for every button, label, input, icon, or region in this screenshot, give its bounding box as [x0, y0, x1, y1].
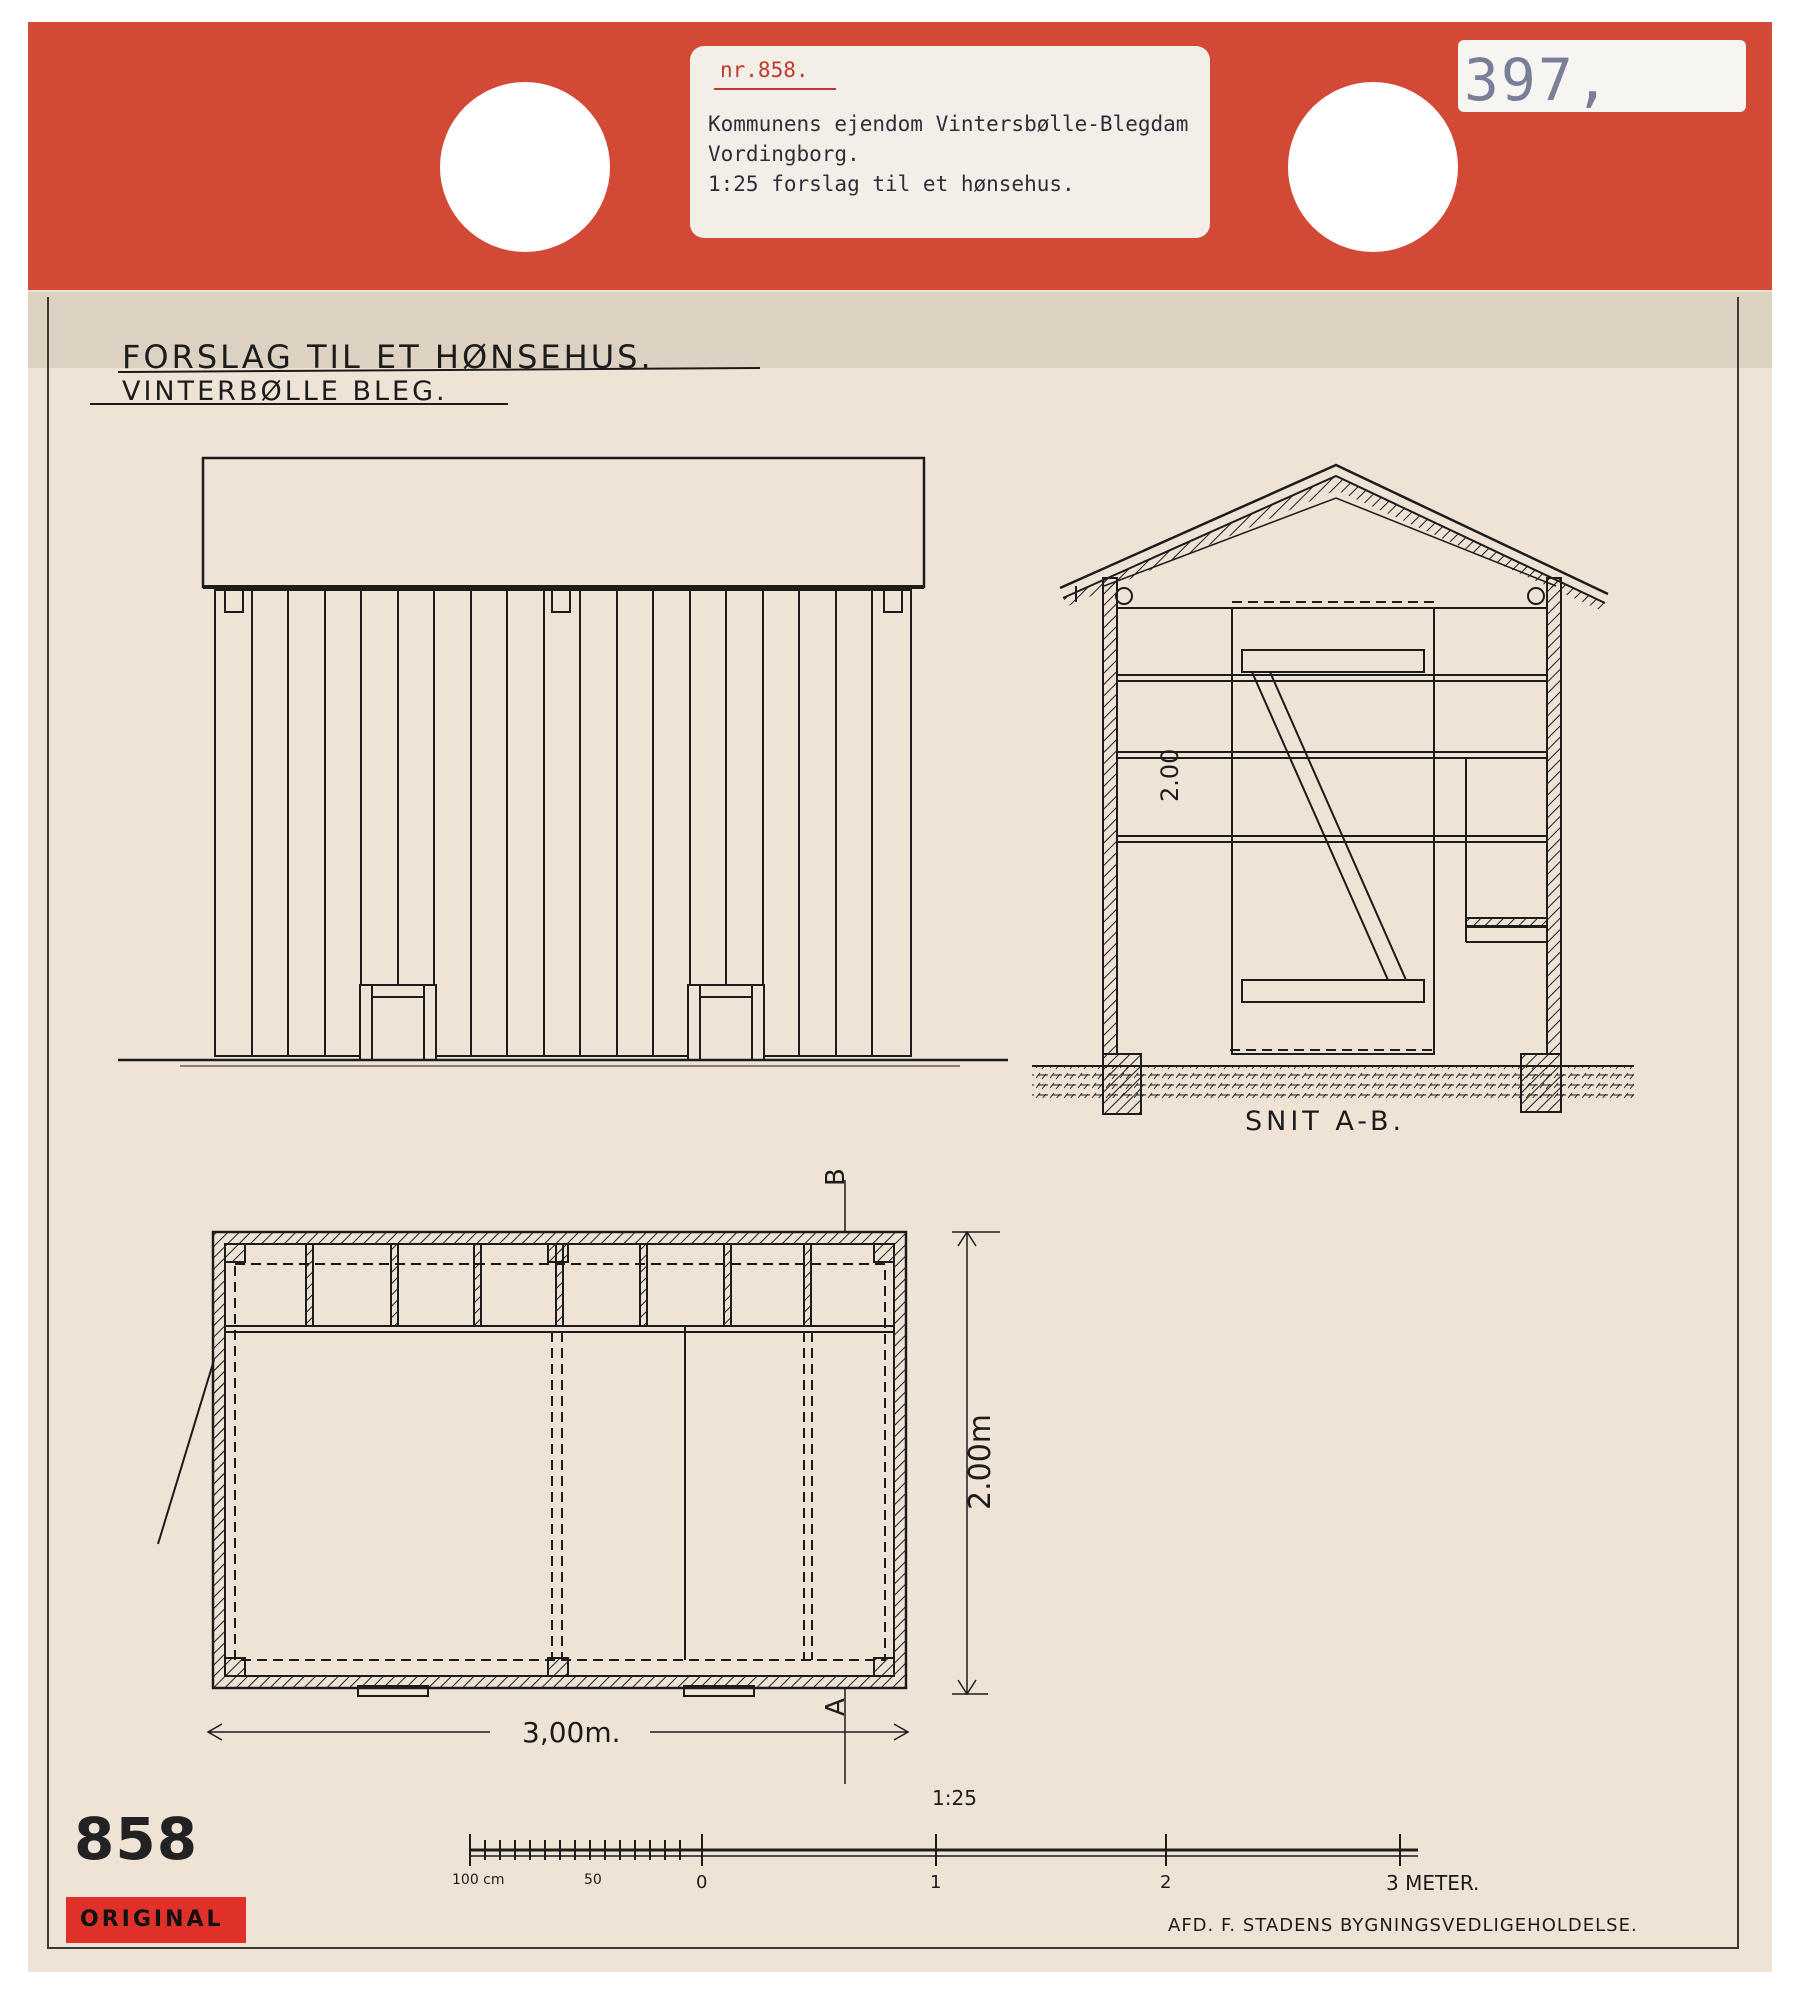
scale-bar — [470, 1834, 1418, 1866]
elevation-roof — [203, 458, 924, 587]
record-number: nr.858. — [720, 58, 809, 82]
elevation-door-right — [688, 985, 764, 1060]
archive-number: 397, — [1464, 46, 1612, 114]
original-stamp — [66, 1897, 246, 1943]
drawing-subtitle: VINTERBØLLE BLEG. — [122, 376, 448, 407]
section-wall-left — [1103, 578, 1117, 1054]
elevation-wall — [215, 590, 911, 1056]
plan-depth-dim: 2.00m — [963, 1413, 998, 1510]
section-wall-right — [1547, 578, 1561, 1054]
wall-boards — [252, 590, 872, 1056]
plan-width-dim: 3,00m. — [522, 1716, 621, 1749]
front-elevation — [118, 458, 1008, 1066]
sheet-number: 858 — [74, 1805, 199, 1873]
label-line-1: Kommunens ejendom Vintersbølle-Blegdam — [708, 112, 1189, 136]
elevation-door-left — [360, 985, 436, 1060]
office-credit: AFD. F. STADENS BYGNINGSVEDLIGEHOLDELSE. — [1168, 1915, 1638, 1936]
scale-tick-1: 1 — [930, 1872, 942, 1893]
scale-tick-100cm: 100 cm — [452, 1872, 505, 1888]
section-a-b — [1032, 465, 1634, 1114]
floor-plan — [158, 1180, 1000, 1784]
cut-mark-b: B — [821, 1168, 851, 1186]
label-line-3: 1:25 forslag til et hønsehus. — [708, 172, 1075, 196]
label-line-2: Vordingborg. — [708, 142, 860, 166]
scale-tick-3-meter: 3 METER. — [1386, 1871, 1480, 1895]
cut-mark-a: A — [821, 1698, 851, 1716]
scale-tick-2: 2 — [1160, 1872, 1172, 1893]
section-label: SNIT A-B. — [1245, 1106, 1406, 1137]
drawing-title: FORSLAG TIL ET HØNSEHUS. — [122, 338, 654, 376]
scale-tick-0: 0 — [696, 1872, 708, 1893]
title-underline — [118, 368, 760, 372]
original-stamp-text: ORIGINAL — [80, 1907, 224, 1932]
scale-tick-50: 50 — [584, 1872, 602, 1888]
scale-ratio: 1:25 — [932, 1786, 977, 1810]
section-height-dim: 2.00 — [1156, 748, 1184, 802]
